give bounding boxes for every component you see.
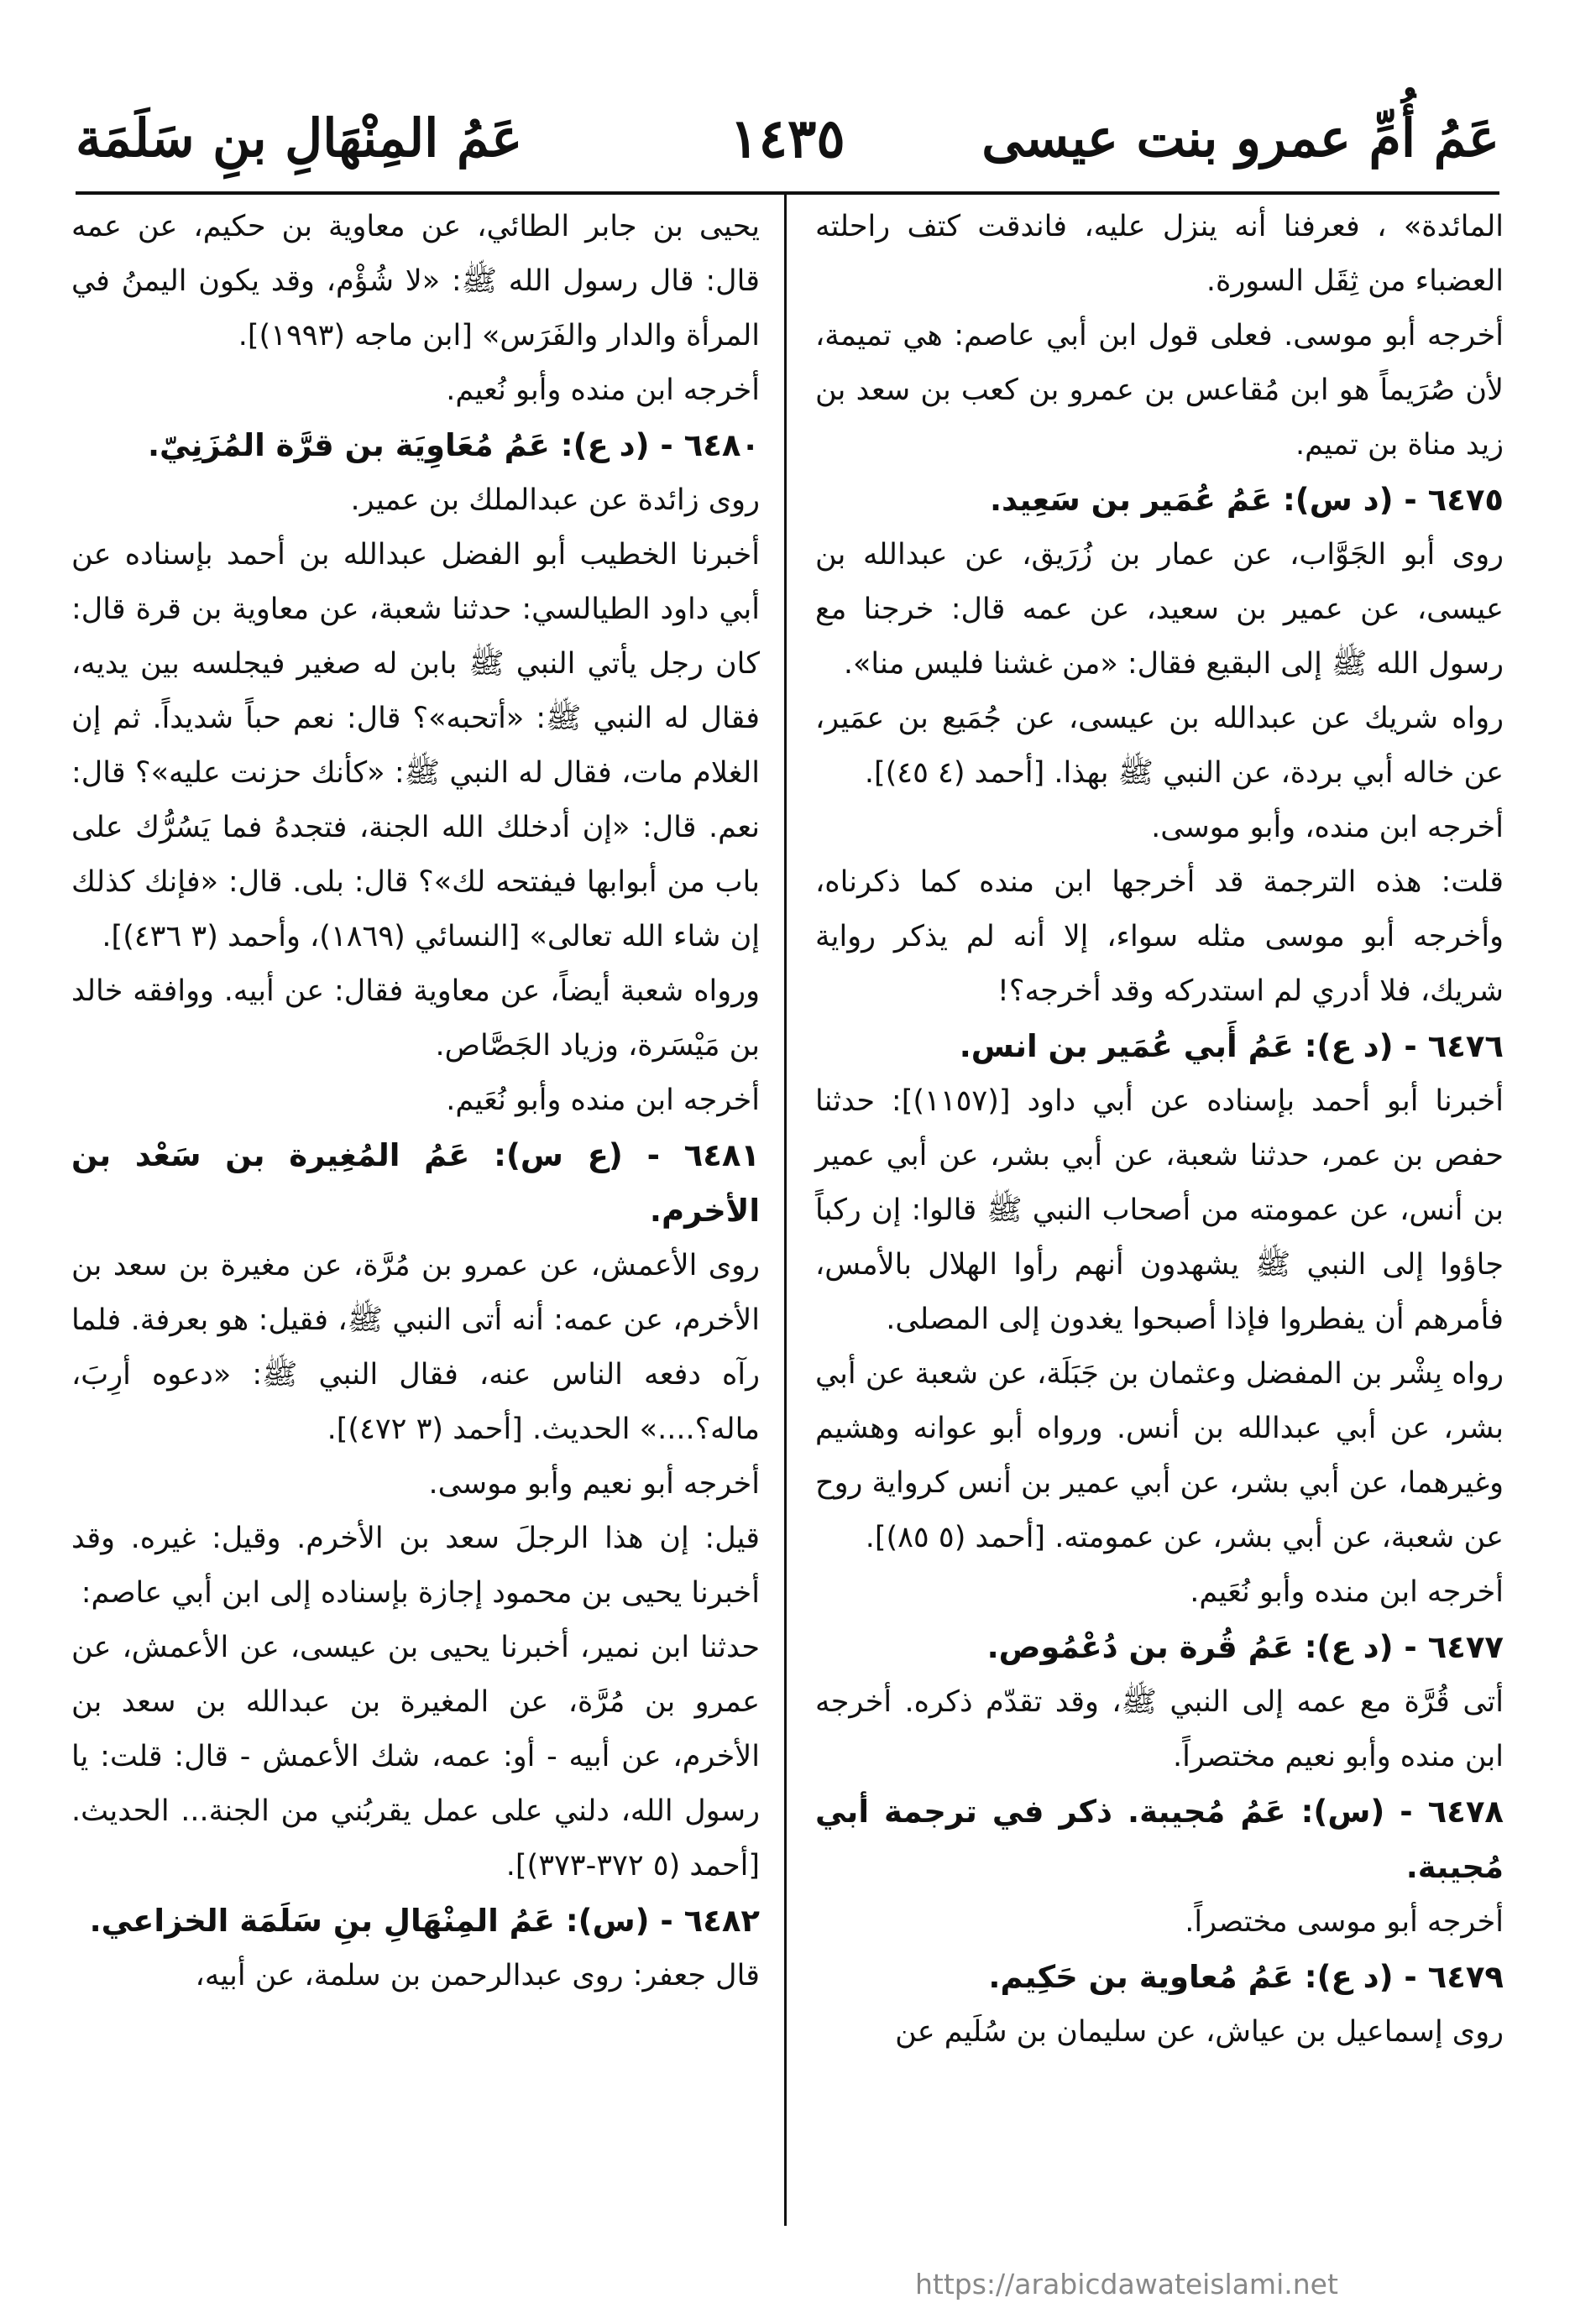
running-head-left: عَمُ المِنْهَالِ بنِ سَلَمَة	[76, 107, 523, 169]
header-rule	[76, 191, 1499, 195]
left-column	[71, 200, 760, 2003]
paragraph: أخرجه ابن منده، وأبو موسى.	[1151, 811, 1504, 844]
source-url: https://arabicdawateislami.net	[915, 2268, 1338, 2300]
paragraph: قيل: إن هذا الرجلَ سعد بن الأخرم. وقيل: غيره. وقد أخبرنا يحيى بن محمود إجازة بإسناده إلى ابن أبي عاصم:	[71, 1522, 760, 1610]
paragraph: روى زائدة عن عبدالملك بن عمير.	[350, 483, 760, 517]
paragraph: حدثنا ابن نمير، أخبرنا يحيى بن عيسى، عن الأعمش، عن عمرو بن مُرَّة، عن المغيرة بن عبدالله بن سعد بن الأخرم، عن أبيه - أو: عمه، شك الأعمش - قال: قلت: يا رسول الله، دلني على عمل يقربُني من الجنة... الحديث. [أحمد (٥ ٣٧٢-٣٧٣)].	[71, 1631, 760, 1883]
paragraph: روى الأعمش، عن عمرو بن مُرَّة، عن مغيرة بن سعد بن الأخرم، عن عمه: أنه أتى النبي ﷺ، فقيل: هو بعرفة. فلما رآه دفعه الناس عنه، فقال النبي ﷺ: «دعوه أرِبَ، ماله؟....» الحديث. [أحمد (٣ ٤٧٢)].	[71, 1249, 760, 1446]
paragraph: أخرجه ابن منده وأبو نُعَيم.	[1190, 1575, 1504, 1609]
entry-heading: ٦٤٨٠ - (د ع): عَمُ مُعَاوِيَة بن قرَّة المُزَنِيّ.	[148, 427, 760, 463]
paragraph: قال جعفر: روى عبدالرحمن بن سلمة، عن أبيه،	[195, 1959, 760, 1992]
paragraph: أخرجه أبو نعيم وأبو موسى.	[428, 1467, 760, 1501]
entry-heading: ٦٤٧٥ - (د س): عَمُ عُمَير بن سَعِيد.	[989, 482, 1504, 518]
paragraph: أخرجه أبو موسى. فعلى قول ابن أبي عاصم: هي تميمة، لأن صُرَيماً هو ابن مُقاعس بن عمرو بن كعب بن سعد بن زيد مناة بن تميم.	[815, 319, 1504, 462]
paragraph: أخرجه ابن منده وأبو نُعيم.	[446, 373, 760, 407]
right-column	[815, 200, 1504, 2060]
page-header	[76, 101, 1499, 193]
entry-heading: ٦٤٨١ - (ع س): عَمُ المُغِيرة بن سَعْد بن الأخرم.	[71, 1137, 760, 1229]
entry-heading: ٦٤٧٧ - (د ع): عَمُ قُرة بن دُعْمُوص.	[986, 1629, 1504, 1665]
paragraph: قلت: هذه الترجمة قد أخرجها ابن منده كما ذكرناه، وأخرجه أبو موسى مثله سواء، إلا أنه لم يذكر رواية شريك، فلا أدري لم استدركه وقد أخرجه؟!	[815, 865, 1504, 1008]
paragraph: يحيى بن جابر الطائي، عن معاوية بن حكيم، عن عمه قال: قال رسول الله ﷺ: «لا شُؤْم، وقد يكون اليمنُ في المرأة والدار والفَرَس» [ابن ماجه (١٩٩٣)].	[71, 210, 760, 353]
paragraph: أخرجه أبو موسى مختصراً.	[1185, 1905, 1504, 1939]
page-number: ١٤٣٥	[730, 107, 845, 170]
paragraph: أخرجه ابن منده وأبو نُعَيم.	[446, 1084, 760, 1117]
paragraph: رواه بِشْر بن المفضل وعثمان بن جَبَلَة، عن شعبة عن أبي بشر، عن أبي عبدالله بن أنس. ورواه أبو عوانه وهشيم وغيرهما، عن أبي بشر، عن أبي عمير بن أنس كرواية روح عن شعبة، عن أبي بشر، عن عمومته. [أحمد (٥ ٨٥)].	[815, 1357, 1504, 1554]
column-divider	[784, 195, 787, 2226]
running-head-right: عَمُ أُمِّ عمرو بنت عيسى	[981, 107, 1499, 169]
entry-heading: ٦٤٧٩ - (د ع): عَمُ مُعاوية بن حَكِيم.	[988, 1959, 1504, 1995]
paragraph: أخبرنا أبو أحمد بإسناده عن أبي داود [(١١٥٧)]: حدثنا حفص بن عمر، حدثنا شعبة، عن أبي بشر، عن أبي عمير بن أنس، عن عمومته من أصحاب النبي ﷺ قالوا: إن ركباً جاؤوا إلى النبي ﷺ يشهدون أنهم رأوا الهلال بالأمس، فأمرهم أن يفطروا فإذا أصبحوا يغدون إلى المصلى.	[815, 1084, 1504, 1336]
paragraph: روى إسماعيل بن عياش، عن سليمان بن سُلَيم عن	[895, 2015, 1504, 2049]
entry-heading: ٦٤٧٦ - (د ع): عَمُ أَبي عُمَير بن انس.	[959, 1028, 1504, 1064]
paragraph: روى أبو الجَوَّاب، عن عمار بن زُرَيق، عن عبدالله بن عيسى، عن عمير بن سعيد، عن عمه قال: خرجنا مع رسول الله ﷺ إلى البقيع فقال: «من غشنا فليس منا».	[815, 538, 1504, 681]
paragraph: أتى قُرَّة مع عمه إلى النبي ﷺ، وقد تقدّم ذكره. أخرجه ابن منده وأبو نعيم مختصراً.	[815, 1685, 1504, 1773]
paragraph: أخبرنا الخطيب أبو الفضل عبدالله بن أحمد بإسناده عن أبي داود الطيالسي: حدثنا شعبة، عن معاوية بن قرة قال: كان رجل يأتي النبي ﷺ بابن له صغير فيجلسه بين يديه، فقال له النبي ﷺ: «أتحبه»؟ قال: نعم حباً شديداً. ثم إن الغلام مات، فقال له النبي ﷺ: «كأنك حزنت عليه»؟ قال: نعم. قال: «إن أدخلك الله الجنة، فتجدهُ فما يَسُرُّك على باب من أبوابها فيفتحه لك»؟ قال: بلى. قال: «فإنك كذلك إن شاء الله تعالى» [النسائي (١٨٦٩)، وأحمد (٣ ٤٣٦)].	[71, 538, 760, 953]
paragraph: ورواه شعبة أيضاً، عن معاوية فقال: عن أبيه. ووافقه خالد بن مَيْسَرة، وزياد الجَصَّاص.	[71, 974, 760, 1063]
entry-heading: ٦٤٨٢ - (س): عَمُ المِنْهَالِ بنِ سَلَمَة الخزاعي.	[89, 1903, 760, 1939]
paragraph: المائدة» ، فعرفنا أنه ينزل عليه، فاندقت كتف راحلته العضباء من ثِقَل السورة.	[815, 210, 1504, 298]
paragraph: رواه شريك عن عبدالله بن عيسى، عن جُمَيع بن عمَير، عن خاله أبي بردة، عن النبي ﷺ بهذا. [أحمد (٤ ٤٥)].	[815, 702, 1504, 790]
entry-heading: ٦٤٧٨ - (س): عَمُ مُجيبة. ذكر في ترجمة أبي مُجيبة.	[815, 1794, 1504, 1885]
